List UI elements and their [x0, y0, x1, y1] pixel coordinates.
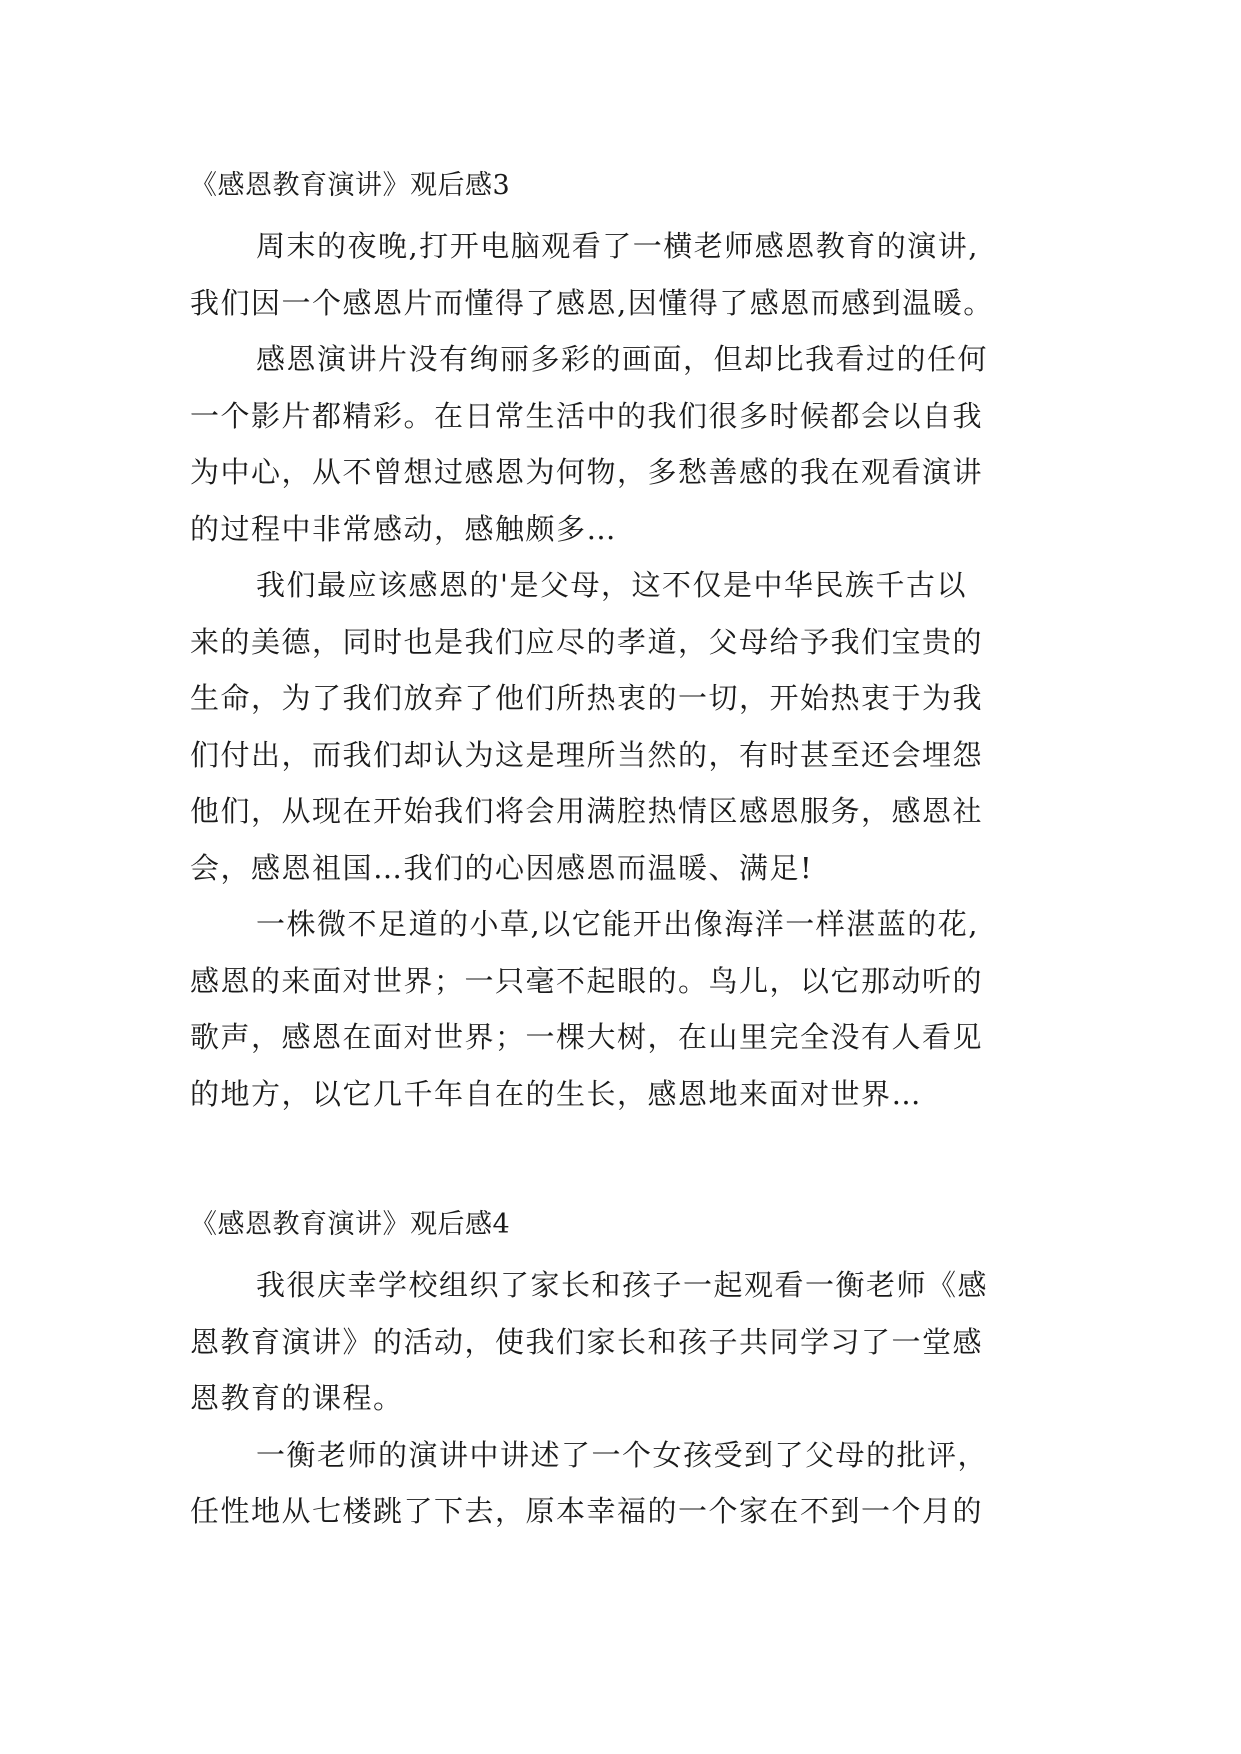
section-3-line-6: 的过程中非常感动，感触颇多… [190, 512, 618, 546]
section-3-line-8: 来的美德，同时也是我们应尽的孝道，父母给予我们宝贵的 [190, 625, 984, 659]
section-3-line-2: 我们因一个感恩片而懂得了感恩,因懂得了感恩而感到温暖。 [190, 286, 994, 320]
section-3-line-14: 感恩的来面对世界；一只毫不起眼的。鸟儿，以它那动听的 [190, 964, 984, 998]
section-3-line-13: 一株微不足道的小草,以它能开出像海洋一样湛蓝的花, [256, 907, 979, 941]
section-3-line-15: 歌声，感恩在面对世界；一棵大树，在山里完全没有人看见 [190, 1020, 984, 1054]
section-3-line-16: 的地方，以它几千年自在的生长，感恩地来面对世界… [190, 1077, 923, 1111]
section-3-line-10: 们付出，而我们却认为这是理所当然的，有时甚至还会埋怨 [190, 738, 984, 772]
section-3-line-5: 为中心，从不曾想过感恩为何物，多愁善感的我在观看演讲 [190, 455, 984, 489]
section-4-line-5: 任性地从七楼跳了下去，原本幸福的一个家在不到一个月的 [190, 1494, 984, 1528]
section-3-line-7: 我们最应该感恩的'是父母，这不仅是中华民族千古以 [256, 568, 967, 602]
section-4-line-4: 一衡老师的演讲中讲述了一个女孩受到了父母的批评， [256, 1438, 989, 1472]
section-3-line-1: 周末的夜晚,打开电脑观看了一横老师感恩教育的演讲, [256, 229, 979, 263]
section-4-title: 《感恩教育演讲》观后感4 [190, 1209, 511, 1240]
section-3-line-3: 感恩演讲片没有绚丽多彩的画面，但却比我看过的任何 [256, 342, 989, 376]
section-3-title: 《感恩教育演讲》观后感3 [190, 170, 511, 201]
section-4-line-3: 恩教育的课程。 [190, 1381, 404, 1415]
section-3-line-12: 会，感恩祖国…我们的心因感恩而温暖、满足! [190, 851, 814, 885]
section-3-line-11: 他们，从现在开始我们将会用满腔热情区感恩服务，感恩社 [190, 794, 984, 828]
section-3-line-4: 一个影片都精彩。在日常生活中的我们很多时候都会以自我 [190, 399, 984, 433]
section-3-line-9: 生命，为了我们放弃了他们所热衷的一切，开始热衷于为我 [190, 681, 984, 715]
section-4-line-2: 恩教育演讲》的活动，使我们家长和孩子共同学习了一堂感 [190, 1325, 984, 1359]
section-4-line-1: 我很庆幸学校组织了家长和孩子一起观看一衡老师《感 [256, 1268, 989, 1302]
